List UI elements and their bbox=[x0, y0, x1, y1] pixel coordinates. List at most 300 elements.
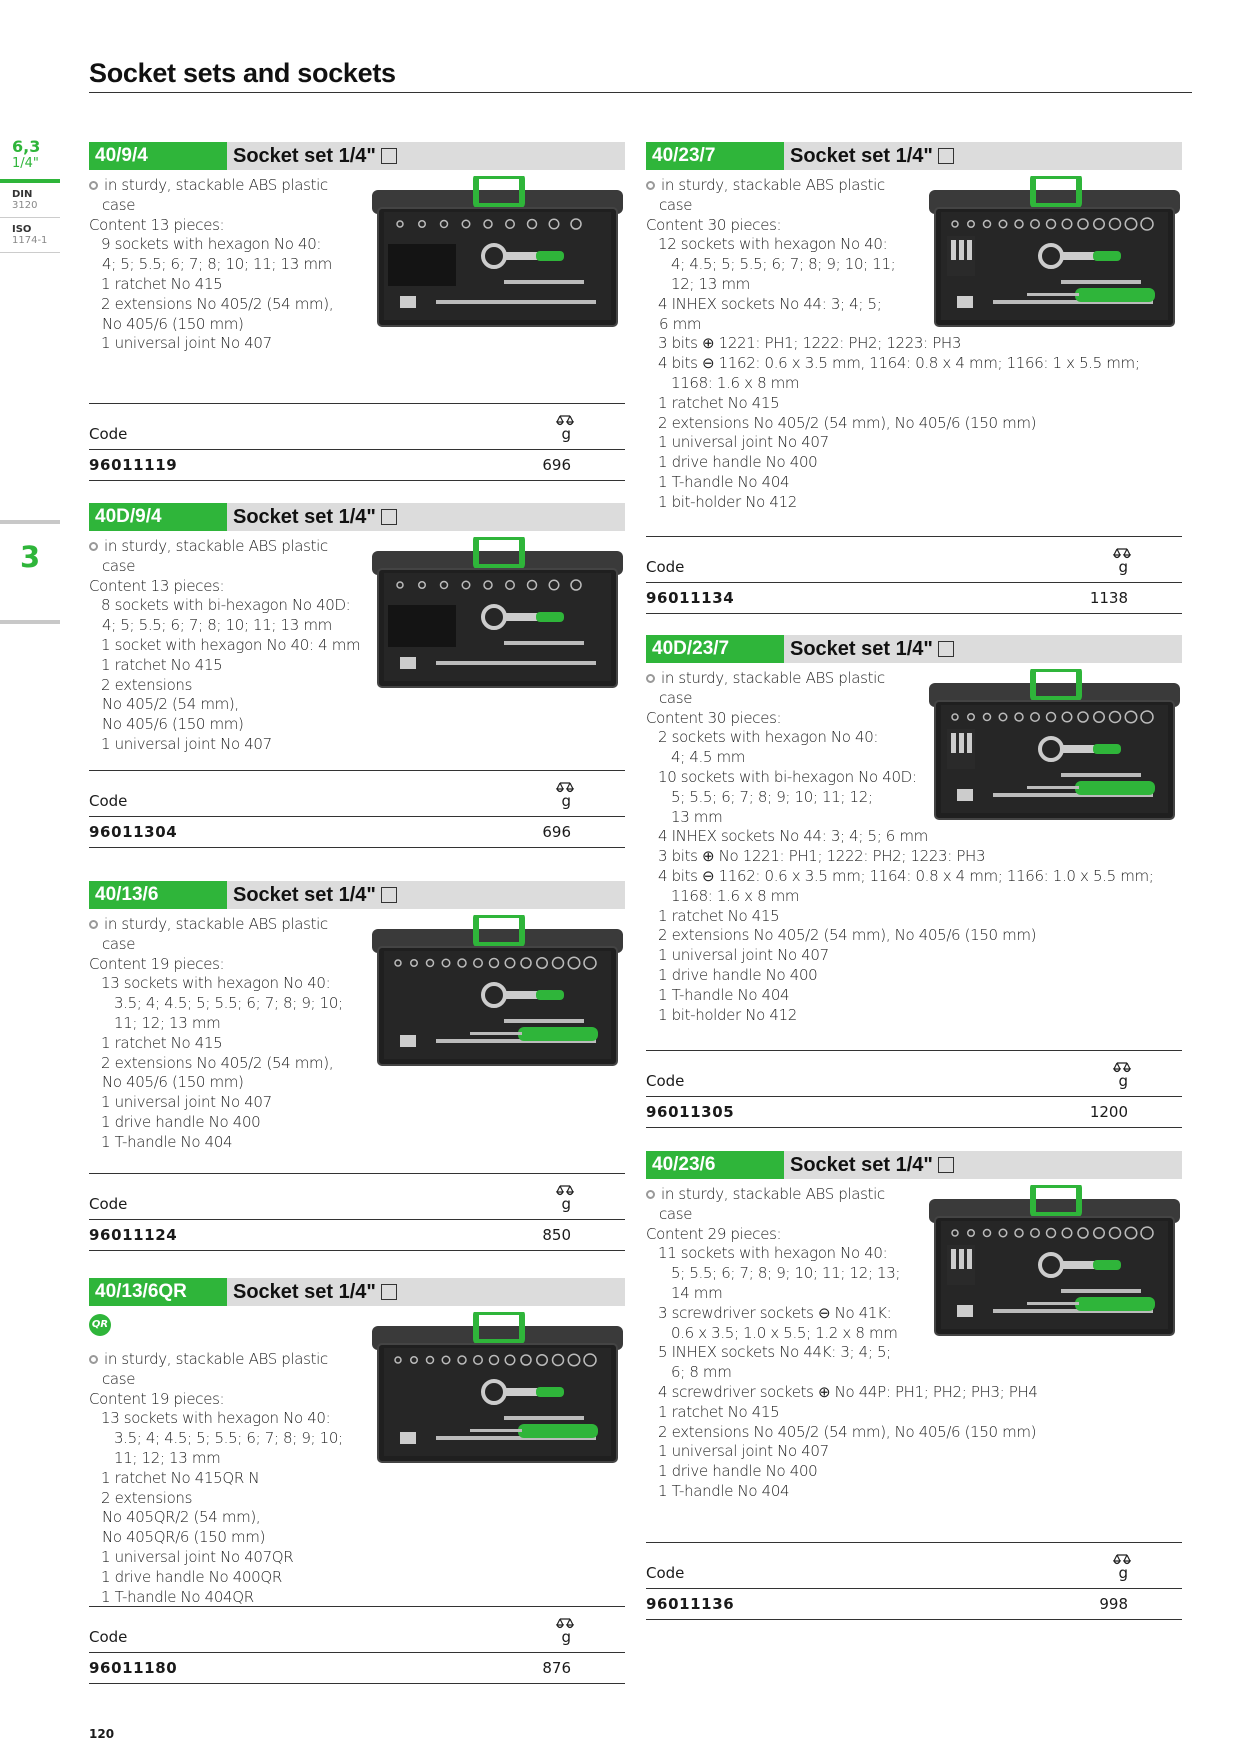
description-text: 4 bits ⊖ 1162: 0.6 x 3.5 mm; 1164: 0.8 x 4 mm; 1166: 1.0 x 5.5 mm; bbox=[658, 866, 1154, 885]
iso-label: ISO bbox=[12, 224, 32, 235]
description-text: 1 ratchet No 415 bbox=[101, 274, 223, 293]
table-row[interactable] bbox=[89, 817, 625, 847]
table-rule bbox=[89, 847, 625, 848]
description-text: 1 drive handle No 400 bbox=[658, 1462, 818, 1481]
description-line bbox=[89, 1093, 343, 1113]
weight-column-header: g bbox=[561, 1195, 571, 1213]
description-line bbox=[89, 176, 333, 196]
description-line bbox=[89, 974, 343, 994]
description-line bbox=[646, 788, 1153, 808]
product-block bbox=[646, 142, 1182, 511]
description-text: Content 30 pieces: bbox=[646, 215, 782, 234]
description-text: 1 drive handle No 400QR bbox=[101, 1567, 282, 1586]
order-table bbox=[646, 536, 1182, 614]
description-text: 12 sockets with hexagon No 40: bbox=[658, 235, 888, 254]
description-text: in sturdy, stackable ABS plastic bbox=[104, 1350, 328, 1368]
margin-size: 6,3 bbox=[12, 137, 41, 156]
product-name-text: Socket set 1/4" bbox=[790, 638, 933, 660]
description-line bbox=[646, 1363, 1038, 1383]
margin-accent-bar bbox=[0, 179, 60, 183]
table-header bbox=[89, 771, 625, 816]
product-case-image bbox=[370, 537, 625, 692]
description-line bbox=[89, 1449, 343, 1469]
product-name-text: Socket set 1/4" bbox=[790, 1154, 933, 1176]
product-block bbox=[646, 635, 1182, 1024]
description-line bbox=[89, 255, 333, 275]
description-line bbox=[646, 414, 1140, 434]
product-case-image bbox=[370, 1312, 625, 1467]
description-line bbox=[646, 966, 1153, 986]
bullet-icon bbox=[646, 674, 655, 683]
description-line bbox=[89, 656, 360, 676]
description-line bbox=[646, 887, 1153, 907]
product-case-image bbox=[370, 176, 625, 331]
table-header bbox=[89, 1607, 625, 1652]
product-code: 40/13/6 bbox=[89, 881, 227, 909]
description-text: 13 sockets with hexagon No 40: bbox=[101, 1409, 331, 1428]
description-text: 1 ratchet No 415 bbox=[101, 655, 223, 674]
weight-value: 696 bbox=[542, 456, 571, 474]
order-table bbox=[646, 1542, 1182, 1620]
description-line bbox=[89, 1508, 343, 1528]
description-text: Content 29 pieces: bbox=[646, 1224, 782, 1243]
description-line bbox=[646, 374, 1140, 394]
chapter-bar bbox=[0, 520, 60, 524]
description-text: 1 universal joint No 407 bbox=[658, 946, 829, 965]
order-table bbox=[89, 770, 625, 848]
product-block bbox=[646, 1151, 1182, 1500]
description-text: 1 bit-holder No 412 bbox=[658, 1005, 797, 1024]
description-line bbox=[89, 1350, 343, 1370]
description-text: 2 sockets with hexagon No 40: bbox=[658, 728, 879, 747]
order-code[interactable]: 96011134 bbox=[646, 589, 735, 607]
description-line bbox=[646, 433, 1140, 453]
description-line bbox=[646, 473, 1140, 493]
description-text: in sturdy, stackable ABS plastic bbox=[104, 915, 328, 933]
bullet-icon bbox=[89, 1355, 98, 1364]
product-name bbox=[790, 635, 954, 663]
description-text: 2 extensions No 405/2 (54 mm), bbox=[101, 294, 334, 313]
description-text: 1 T-handle No 404 bbox=[658, 472, 790, 491]
description-text: 5 INHEX sockets No 44K: 3; 4; 5; bbox=[658, 1343, 891, 1362]
weight-column-header: g bbox=[561, 425, 571, 443]
product-case-image bbox=[370, 915, 625, 1070]
description-text: 3 bits ⊕ 1221: PH1; 1222: PH2; 1223: PH3 bbox=[658, 334, 962, 353]
description-line bbox=[646, 394, 1140, 414]
product-code: 40D/23/7 bbox=[646, 635, 784, 663]
order-code[interactable]: 96011124 bbox=[89, 1226, 178, 1244]
description-text: No 405/6 (150 mm) bbox=[102, 314, 244, 333]
description-line bbox=[89, 636, 360, 656]
margin-tab bbox=[12, 138, 60, 259]
description-text: 4; 4.5; 5; 5.5; 6; 7; 8; 9; 10; 11; bbox=[671, 255, 896, 274]
description-line bbox=[89, 1073, 343, 1093]
description-line bbox=[646, 235, 1140, 255]
product-block bbox=[89, 503, 625, 753]
code-column-header: Code bbox=[89, 792, 128, 810]
description-text: 4 screwdriver sockets ⊕ No 44P: PH1; PH2; PH3; PH4 bbox=[658, 1382, 1038, 1401]
description-text: 1 ratchet No 415 bbox=[658, 393, 780, 412]
table-rule bbox=[646, 1127, 1182, 1128]
table-header bbox=[89, 1174, 625, 1219]
table-row[interactable] bbox=[646, 583, 1182, 613]
description-text: 1 universal joint No 407 bbox=[101, 334, 272, 353]
description-text: in sturdy, stackable ABS plastic bbox=[104, 537, 328, 555]
product-code: 40/9/4 bbox=[89, 142, 227, 170]
description-line bbox=[89, 1014, 343, 1034]
description-line bbox=[646, 1205, 1038, 1225]
description-text: 6 mm bbox=[659, 314, 702, 333]
description-line bbox=[89, 557, 360, 577]
description-line bbox=[646, 1383, 1038, 1403]
order-code[interactable]: 96011180 bbox=[89, 1659, 178, 1677]
description-text: 13 sockets with hexagon No 40: bbox=[101, 974, 331, 993]
description-text: 1 universal joint No 407 bbox=[101, 1093, 272, 1112]
description-text: 4 INHEX sockets No 44: 3; 4; 5; bbox=[658, 294, 882, 313]
description-line bbox=[89, 1034, 343, 1054]
description-text: 1168: 1.6 x 8 mm bbox=[671, 373, 800, 392]
description-text: 4; 5; 5.5; 6; 7; 8; 10; 11; 13 mm bbox=[102, 255, 332, 274]
description-text: No 405/6 (150 mm) bbox=[102, 715, 244, 734]
table-header bbox=[646, 1051, 1182, 1096]
description-line bbox=[646, 354, 1140, 374]
description-text: 5; 5.5; 6; 7; 8; 9; 10; 11; 12; bbox=[671, 787, 873, 806]
code-column-header: Code bbox=[646, 1072, 685, 1090]
table-row[interactable] bbox=[89, 1653, 625, 1683]
description-text: in sturdy, stackable ABS plastic bbox=[661, 1185, 885, 1203]
description-text: Content 13 pieces: bbox=[89, 576, 225, 595]
description-line bbox=[646, 1403, 1038, 1423]
description-text: 1 ratchet No 415 bbox=[101, 1033, 223, 1052]
description-line bbox=[646, 275, 1140, 295]
description-line bbox=[646, 1423, 1038, 1443]
order-code[interactable]: 96011305 bbox=[646, 1103, 735, 1121]
description-line bbox=[89, 537, 360, 557]
description-line bbox=[89, 955, 343, 975]
din-value: 3120 bbox=[12, 200, 38, 211]
description-text: No 405QR/6 (150 mm) bbox=[102, 1528, 266, 1547]
checkbox-icon[interactable] bbox=[381, 1284, 397, 1300]
description-text: 0.6 x 3.5; 1.0 x 5.5; 1.2 x 8 mm bbox=[671, 1323, 898, 1342]
description-text: 2 extensions No 405/2 (54 mm), bbox=[101, 1053, 334, 1072]
description-line bbox=[646, 1225, 1038, 1245]
weight-value: 998 bbox=[1099, 1595, 1128, 1613]
description-text: 1 universal joint No 407QR bbox=[101, 1547, 294, 1566]
description-line bbox=[646, 1442, 1038, 1462]
product-block bbox=[89, 881, 625, 1151]
weight-column-header: g bbox=[1118, 558, 1128, 576]
bullet-icon bbox=[89, 920, 98, 929]
description-text: No 405/6 (150 mm) bbox=[102, 1073, 244, 1092]
checkbox-icon[interactable] bbox=[938, 148, 954, 164]
description-text: case bbox=[659, 688, 693, 707]
checkbox-icon[interactable] bbox=[381, 509, 397, 525]
description-text: in sturdy, stackable ABS plastic bbox=[661, 176, 885, 194]
description-line bbox=[646, 748, 1153, 768]
product-description bbox=[89, 915, 343, 1153]
chapter-number: 3 bbox=[20, 540, 41, 574]
description-line bbox=[646, 295, 1140, 315]
description-text: case bbox=[659, 1204, 693, 1223]
order-code[interactable]: 96011136 bbox=[646, 1595, 735, 1613]
description-text: 3.5; 4; 4.5; 5; 5.5; 6; 7; 8; 9; 10; bbox=[114, 1429, 343, 1448]
iso-value: 1174-1 bbox=[12, 235, 48, 246]
description-line bbox=[646, 1264, 1038, 1284]
description-line bbox=[89, 196, 333, 216]
description-text: 4; 5; 5.5; 6; 7; 8; 10; 11; 13 mm bbox=[102, 616, 332, 635]
description-line bbox=[89, 676, 360, 696]
description-line bbox=[646, 986, 1153, 1006]
description-line bbox=[89, 1390, 343, 1410]
order-code[interactable]: 96011304 bbox=[89, 823, 178, 841]
description-line bbox=[89, 596, 360, 616]
description-line bbox=[89, 275, 333, 295]
description-text: 4; 4.5 mm bbox=[671, 748, 746, 767]
description-line bbox=[646, 1244, 1038, 1264]
description-text: 1 T-handle No 404 bbox=[101, 1132, 233, 1151]
table-row[interactable] bbox=[646, 1097, 1182, 1127]
description-text: 1 ratchet No 415 bbox=[658, 906, 780, 925]
description-text: 14 mm bbox=[671, 1283, 723, 1302]
description-line bbox=[89, 1429, 343, 1449]
description-line bbox=[646, 1185, 1038, 1205]
description-line bbox=[646, 867, 1153, 887]
description-text: 4 INHEX sockets No 44: 3; 4; 5; 6 mm bbox=[658, 827, 928, 846]
description-line bbox=[89, 235, 333, 255]
description-text: No 405/2 (54 mm), bbox=[102, 695, 239, 714]
description-text: 3 bits ⊕ No 1221: PH1; 1222: PH2; 1223: PH3 bbox=[658, 847, 986, 866]
product-description bbox=[646, 669, 1153, 1025]
description-line bbox=[89, 1113, 343, 1133]
description-line bbox=[646, 315, 1140, 335]
description-line bbox=[646, 255, 1140, 275]
order-table bbox=[89, 403, 625, 481]
description-line bbox=[89, 1568, 343, 1588]
description-line bbox=[646, 926, 1153, 946]
description-text: case bbox=[102, 195, 136, 214]
description-line bbox=[646, 196, 1140, 216]
product-header bbox=[89, 503, 625, 531]
table-header bbox=[89, 404, 625, 449]
code-column-header: Code bbox=[89, 425, 128, 443]
weight-value: 850 bbox=[542, 1226, 571, 1244]
description-line bbox=[89, 715, 360, 735]
order-code[interactable]: 96011119 bbox=[89, 456, 178, 474]
weight-column-header: g bbox=[1118, 1564, 1128, 1582]
qr-badge-icon: QR bbox=[89, 1314, 111, 1336]
description-line bbox=[89, 1370, 343, 1390]
checkbox-icon[interactable] bbox=[938, 1157, 954, 1173]
description-line bbox=[646, 1304, 1038, 1324]
weight-column-header: g bbox=[561, 1628, 571, 1646]
bullet-icon bbox=[646, 1190, 655, 1199]
table-rule bbox=[89, 1683, 625, 1684]
description-text: 5; 5.5; 6; 7; 8; 9; 10; 11; 12; 13; bbox=[671, 1264, 901, 1283]
product-header bbox=[646, 635, 1182, 663]
description-line bbox=[646, 728, 1153, 748]
description-line bbox=[89, 935, 343, 955]
product-header bbox=[89, 881, 625, 909]
description-text: 1 socket with hexagon No 40: 4 mm bbox=[101, 635, 361, 654]
description-line bbox=[646, 176, 1140, 196]
description-text: 9 sockets with hexagon No 40: bbox=[101, 235, 322, 254]
description-line bbox=[89, 695, 360, 715]
description-line bbox=[646, 827, 1153, 847]
description-line bbox=[646, 493, 1140, 513]
description-text: Content 13 pieces: bbox=[89, 215, 225, 234]
weight-value: 1138 bbox=[1089, 589, 1128, 607]
product-name bbox=[790, 142, 954, 170]
product-description bbox=[646, 1185, 1038, 1502]
table-rule bbox=[89, 480, 625, 481]
description-line bbox=[646, 847, 1153, 867]
margin-divider bbox=[0, 217, 60, 218]
product-name-text: Socket set 1/4" bbox=[233, 145, 376, 167]
description-text: 1 universal joint No 407 bbox=[658, 433, 829, 452]
description-text: case bbox=[659, 195, 693, 214]
product-header bbox=[89, 1278, 625, 1306]
description-line bbox=[89, 315, 333, 335]
code-column-header: Code bbox=[89, 1628, 128, 1646]
product-name-text: Socket set 1/4" bbox=[233, 506, 376, 528]
table-row[interactable] bbox=[89, 1220, 625, 1250]
page-number: 120 bbox=[89, 1727, 115, 1741]
description-line bbox=[646, 334, 1140, 354]
description-line bbox=[646, 669, 1153, 689]
product-header bbox=[646, 1151, 1182, 1179]
order-table bbox=[646, 1050, 1182, 1128]
description-text: Content 19 pieces: bbox=[89, 954, 225, 973]
order-table bbox=[89, 1173, 625, 1251]
table-row[interactable] bbox=[89, 450, 625, 480]
product-description bbox=[646, 176, 1140, 513]
description-line bbox=[89, 1588, 343, 1608]
description-text: 1 drive handle No 400 bbox=[658, 453, 818, 472]
description-text: No 405QR/2 (54 mm), bbox=[102, 1508, 261, 1527]
description-line bbox=[646, 689, 1153, 709]
description-text: 11; 12; 13 mm bbox=[114, 1448, 221, 1467]
description-text: 12; 13 mm bbox=[671, 274, 750, 293]
product-name bbox=[233, 881, 397, 909]
weight-value: 876 bbox=[542, 1659, 571, 1677]
description-text: 1 T-handle No 404 bbox=[658, 1481, 790, 1500]
description-line bbox=[646, 453, 1140, 473]
description-text: 2 extensions bbox=[101, 675, 193, 694]
table-header bbox=[646, 537, 1182, 582]
table-header bbox=[646, 1543, 1182, 1588]
description-text: 8 sockets with bi-hexagon No 40D: bbox=[101, 596, 351, 615]
description-text: in sturdy, stackable ABS plastic bbox=[104, 176, 328, 194]
description-line bbox=[646, 768, 1153, 788]
product-name-text: Socket set 1/4" bbox=[233, 884, 376, 906]
code-column-header: Code bbox=[89, 1195, 128, 1213]
description-line bbox=[89, 295, 333, 315]
description-line bbox=[646, 1006, 1153, 1026]
description-text: 4 bits ⊖ 1162: 0.6 x 3.5 mm, 1164: 0.8 x 4 mm; 1166: 1 x 5.5 mm; bbox=[658, 354, 1140, 373]
checkbox-icon[interactable] bbox=[938, 641, 954, 657]
description-line bbox=[89, 1528, 343, 1548]
description-text: 2 extensions No 405/2 (54 mm), No 405/6 (150 mm) bbox=[658, 413, 1037, 432]
code-column-header: Code bbox=[646, 1564, 685, 1582]
product-description bbox=[89, 537, 360, 755]
description-text: case bbox=[102, 1369, 136, 1388]
margin-fraction: 1/4" bbox=[12, 156, 39, 171]
product-name bbox=[233, 503, 397, 531]
product-name-text: Socket set 1/4" bbox=[790, 145, 933, 167]
description-text: 1 ratchet No 415QR N bbox=[101, 1468, 260, 1487]
product-description bbox=[89, 1350, 343, 1607]
description-text: 1168: 1.6 x 8 mm bbox=[671, 886, 800, 905]
product-code: 40D/9/4 bbox=[89, 503, 227, 531]
title-rule bbox=[89, 92, 1192, 93]
description-text: 1 universal joint No 407 bbox=[658, 1442, 829, 1461]
description-text: 1 T-handle No 404QR bbox=[101, 1587, 254, 1606]
description-line bbox=[89, 1489, 343, 1509]
checkbox-icon[interactable] bbox=[381, 887, 397, 903]
description-text: 2 extensions bbox=[101, 1488, 193, 1507]
description-line bbox=[89, 577, 360, 597]
description-line bbox=[646, 709, 1153, 729]
description-text: 1 bit-holder No 412 bbox=[658, 492, 797, 511]
description-line bbox=[89, 1548, 343, 1568]
description-line bbox=[646, 1462, 1038, 1482]
description-line bbox=[646, 1343, 1038, 1363]
page-title: Socket sets and sockets bbox=[89, 58, 396, 88]
description-text: 1 T-handle No 404 bbox=[658, 985, 790, 1004]
product-code: 40/23/6 bbox=[646, 1151, 784, 1179]
product-block bbox=[89, 142, 625, 353]
weight-column-header: g bbox=[1118, 1072, 1128, 1090]
din-label: DIN bbox=[12, 189, 33, 200]
description-line bbox=[89, 735, 360, 755]
description-line bbox=[646, 907, 1153, 927]
description-text: 3 screwdriver sockets ⊖ No 41K: bbox=[658, 1303, 892, 1322]
description-line bbox=[89, 1133, 343, 1153]
weight-column-header: g bbox=[561, 792, 571, 810]
bullet-icon bbox=[89, 542, 98, 551]
description-text: 11; 12; 13 mm bbox=[114, 1013, 221, 1032]
code-column-header: Code bbox=[646, 558, 685, 576]
weight-value: 696 bbox=[542, 823, 571, 841]
description-line bbox=[89, 1409, 343, 1429]
description-line bbox=[89, 334, 333, 354]
product-code: 40/23/7 bbox=[646, 142, 784, 170]
table-rule bbox=[646, 1619, 1182, 1620]
table-rule bbox=[646, 613, 1182, 614]
description-text: in sturdy, stackable ABS plastic bbox=[661, 669, 885, 687]
description-line bbox=[646, 1324, 1038, 1344]
description-text: case bbox=[102, 556, 136, 575]
description-line bbox=[89, 1054, 343, 1074]
description-text: 2 extensions No 405/2 (54 mm), No 405/6 (150 mm) bbox=[658, 1422, 1037, 1441]
description-text: 2 extensions No 405/2 (54 mm), No 405/6 (150 mm) bbox=[658, 926, 1037, 945]
description-text: case bbox=[102, 934, 136, 953]
bullet-icon bbox=[646, 181, 655, 190]
description-text: 1 universal joint No 407 bbox=[101, 734, 272, 753]
table-row[interactable] bbox=[646, 1589, 1182, 1619]
product-name bbox=[790, 1151, 954, 1179]
description-text: 1 ratchet No 415 bbox=[658, 1402, 780, 1421]
checkbox-icon[interactable] bbox=[381, 148, 397, 164]
product-header bbox=[646, 142, 1182, 170]
description-text: 6; 8 mm bbox=[671, 1363, 732, 1382]
description-line bbox=[89, 1469, 343, 1489]
description-text: Content 19 pieces: bbox=[89, 1389, 225, 1408]
margin-divider bbox=[0, 252, 60, 253]
description-text: 3.5; 4; 4.5; 5; 5.5; 6; 7; 8; 9; 10; bbox=[114, 994, 343, 1013]
description-text: Content 30 pieces: bbox=[646, 708, 782, 727]
bullet-icon bbox=[89, 181, 98, 190]
